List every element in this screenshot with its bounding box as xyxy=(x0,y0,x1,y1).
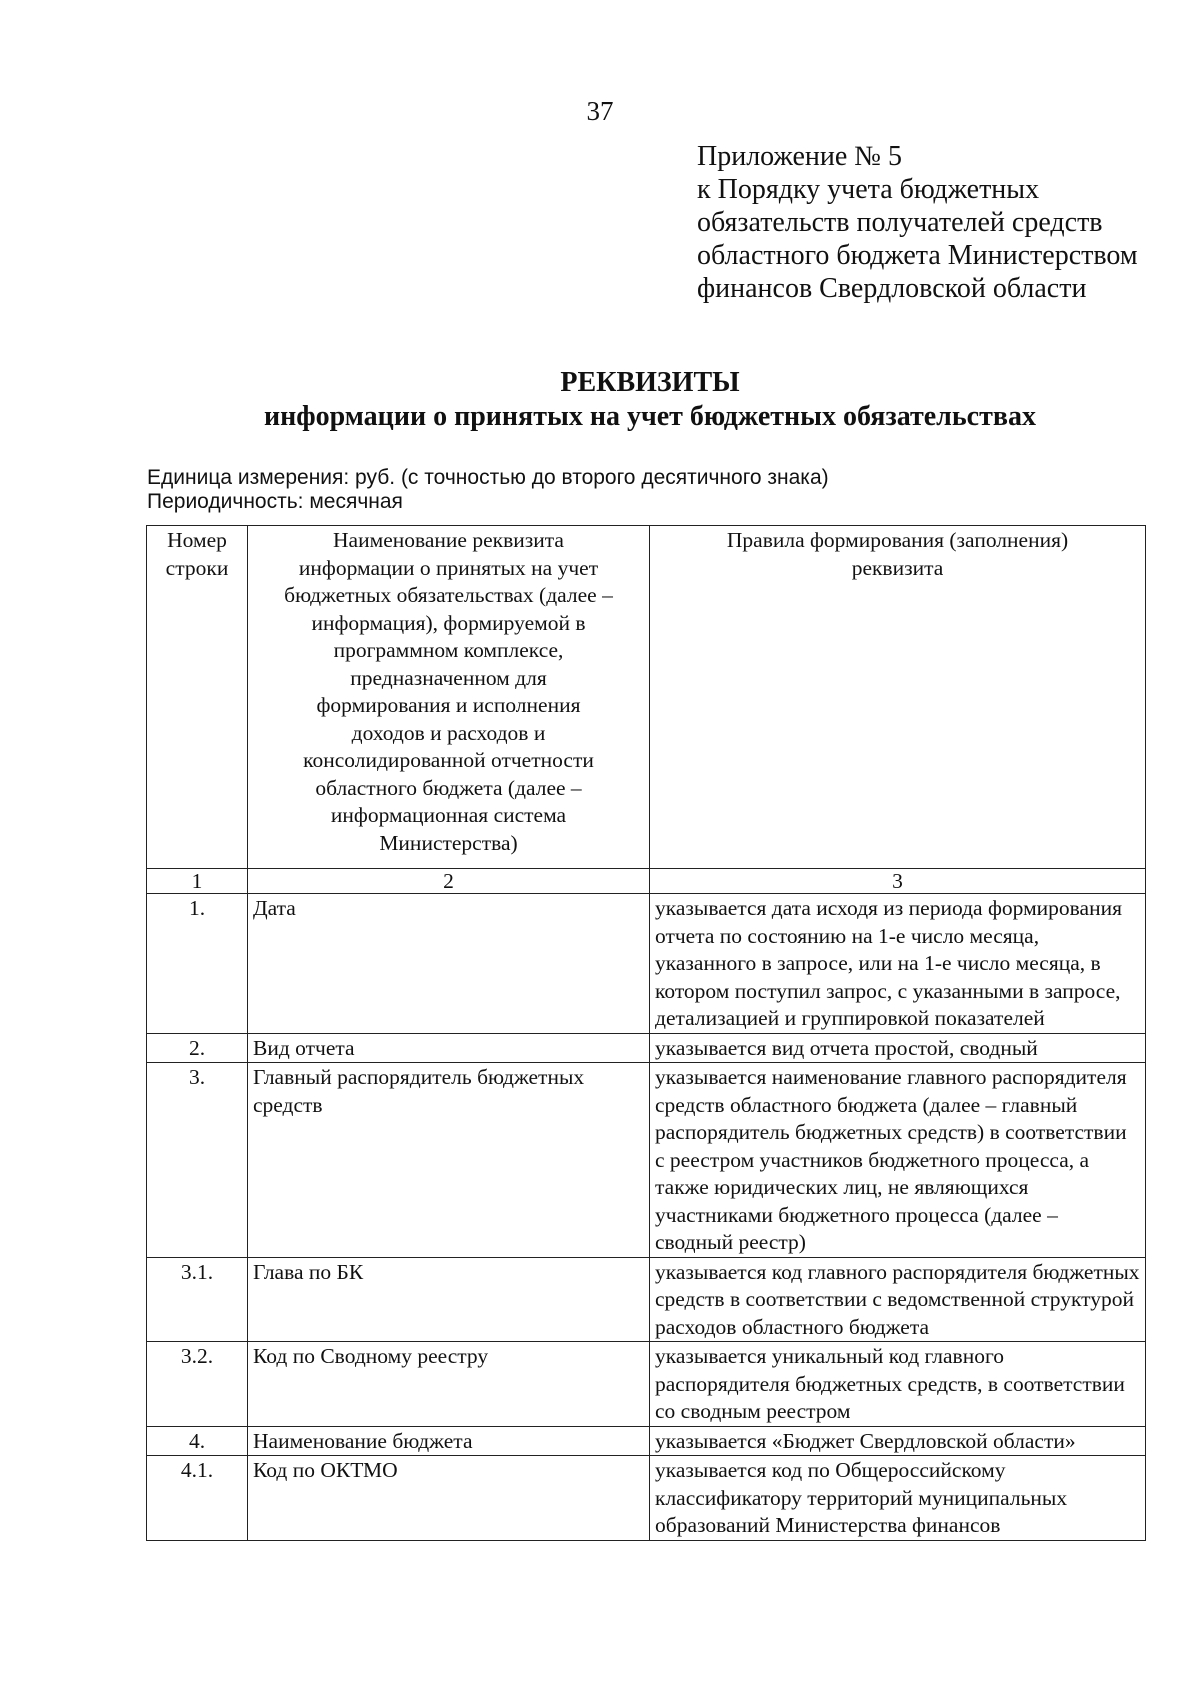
requisite-name: Вид отчета xyxy=(248,1033,650,1063)
filling-rule: указывается вид отчета простой, сводный xyxy=(650,1033,1146,1063)
header-requisite-name xyxy=(248,526,650,869)
header-text: Наименование реквизита xyxy=(333,528,564,552)
header-row-number xyxy=(147,526,248,869)
row-number: 3. xyxy=(147,1063,248,1258)
row-number: 3.1. xyxy=(147,1257,248,1342)
header-text: программном комплексе, xyxy=(333,638,564,662)
row-number: 4.1. xyxy=(147,1456,248,1541)
table-row xyxy=(147,1033,1146,1063)
column-number: 2 xyxy=(248,869,650,894)
table-row xyxy=(147,1426,1146,1456)
appendix-line: Приложение № 5 xyxy=(697,141,902,172)
requisite-name: Код по ОКТМО xyxy=(248,1456,650,1541)
header-text: предназначенном для xyxy=(350,665,547,690)
table-row xyxy=(147,1456,1146,1541)
title-line-1: РЕКВИЗИТЫ xyxy=(560,367,740,398)
header-text: реквизита xyxy=(851,555,944,580)
column-number: 1 xyxy=(147,869,248,894)
requisite-name: Код по Сводному реестру xyxy=(248,1342,650,1427)
appendix-line: обязательств получателей средств xyxy=(697,207,1103,238)
table-row xyxy=(147,1063,1146,1258)
requisite-name: Наименование бюджета xyxy=(248,1426,650,1456)
page-number: 37 xyxy=(586,96,614,126)
table-row xyxy=(147,894,1146,1034)
requisite-name: Дата xyxy=(248,894,650,1034)
filling-rule: указывается код по Общероссийскому классификатору территорий муниципальных образований Министерства финансов xyxy=(650,1456,1146,1541)
appendix-reference xyxy=(697,140,1177,305)
filling-rule: указывается «Бюджет Свердловской области» xyxy=(650,1426,1146,1456)
header-text: областного бюджета (далее – xyxy=(315,775,582,800)
periodicity: Периодичность: месячная xyxy=(147,490,403,513)
header-text: доходов и расходов и xyxy=(351,720,546,745)
filling-rule: указывается код главного распорядителя бюджетных средств в соответствии с ведомственной структурой расходов областного бюджета xyxy=(650,1257,1146,1342)
header-text: бюджетных обязательствах (далее – xyxy=(284,583,613,607)
header-text: строки xyxy=(165,555,229,580)
document-title xyxy=(0,366,1200,434)
appendix-line: к Порядку учета бюджетных xyxy=(697,174,1040,205)
title-line-2: информации о принятых на учет бюджетных обязательствах xyxy=(264,401,1036,432)
column-number-row xyxy=(147,869,1146,894)
header-text: Министерства) xyxy=(379,830,518,855)
table-row xyxy=(147,1342,1146,1427)
unit-of-measure: Единица измерения: руб. (с точностью до второго десятичного знака) xyxy=(147,466,829,489)
header-text: формирования и исполнения xyxy=(316,693,581,717)
appendix-line: финансов Свердловской области xyxy=(697,273,1087,304)
table-header-row xyxy=(147,526,1146,869)
appendix-line: областного бюджета Министерством xyxy=(697,240,1138,271)
column-number: 3 xyxy=(650,869,1146,894)
header-filling-rules xyxy=(650,526,1146,869)
header-text: Номер xyxy=(167,528,227,552)
header-text: информации о принятых на учет xyxy=(298,555,599,580)
filling-rule: указывается наименование главного распорядителя средств областного бюджета (далее – главный распорядитель бюджетных средств) в соответствии с реестром участников бюджетного процесса, а также юридических лиц, не являющихся участниками бюджетного процесса (далее – сводный реестр) xyxy=(650,1063,1146,1258)
requisite-name: Главный распорядитель бюджетных средств xyxy=(248,1063,650,1258)
report-meta xyxy=(147,466,829,514)
row-number: 3.2. xyxy=(147,1342,248,1427)
header-text: Правила формирования (заполнения) xyxy=(726,528,1069,552)
table-row xyxy=(147,1257,1146,1342)
filling-rule: указывается дата исходя из периода формирования отчета по состоянию на 1-е число месяца, указанного в запросе, или на 1-е число месяца, в котором поступил запрос, с указанными в запросе, детализацией и группировкой показателей xyxy=(650,894,1146,1034)
header-text: консолидированной отчетности xyxy=(303,748,594,772)
header-text: информационная система xyxy=(330,803,567,827)
requisite-name: Глава по БК xyxy=(248,1257,650,1342)
row-number: 2. xyxy=(147,1033,248,1063)
row-number: 4. xyxy=(147,1426,248,1456)
filling-rule: указывается уникальный код главного распорядителя бюджетных средств, в соответствии со сводным реестром xyxy=(650,1342,1146,1427)
header-text: информация), формируемой в xyxy=(311,610,586,635)
requisites-table xyxy=(146,525,1146,1541)
row-number: 1. xyxy=(147,894,248,1034)
